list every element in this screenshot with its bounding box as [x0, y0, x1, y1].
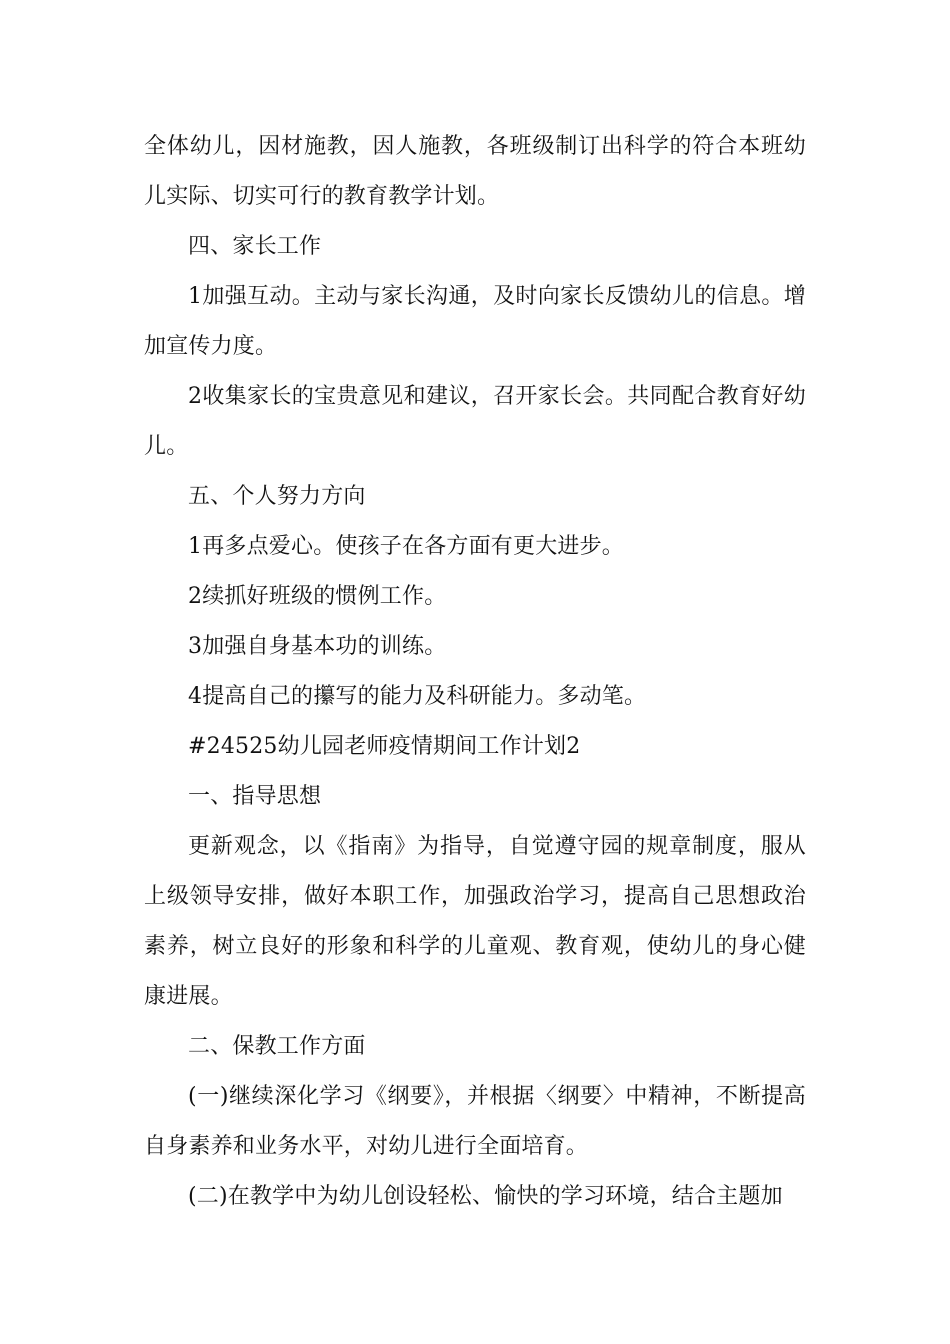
paragraph-parents-item-1: 1加强互动。主动与家长沟通，及时向家长反馈幼儿的信息。增加宣传力度。 — [144, 284, 806, 359]
section-heading-guiding-ideology: 一、指导思想 — [188, 784, 322, 809]
paragraph-personal-item-4: 4提高自己的攥写的能力及科研能力。多动笔。 — [188, 684, 647, 709]
paragraph-personal-item-3: 3加强自身基本功的训练。 — [188, 634, 447, 659]
paragraph-personal-item-1: 1再多点爱心。使孩子在各方面有更大进步。 — [188, 534, 624, 559]
section-heading-care-education: 二、保教工作方面 — [188, 1034, 366, 1059]
document-plan-title: #24525幼儿园老师疫情期间工作计划2 — [188, 734, 581, 759]
section-heading-personal-effort: 五、个人努力方向 — [188, 484, 366, 509]
section-heading-parents-work: 四、家长工作 — [188, 234, 322, 259]
paragraph-parents-item-2: 2收集家长的宝贵意见和建议，召开家长会。共同配合教育好幼儿。 — [144, 384, 806, 459]
paragraph-care-item-2: (二)在教学中为幼儿创设轻松、愉快的学习环境，结合主题加 — [188, 1184, 783, 1209]
paragraph-personal-item-2: 2续抓好班级的惯例工作。 — [188, 584, 447, 609]
paragraph-guiding-ideology: 更新观念，以《指南》为指导，自觉遵守园的规章制度，服从上级领导安排，做好本职工作，加强政治学习，提高自己思想政治素养，树立良好的形象和科学的儿童观、教育观，使幼儿的身心健康进展。 — [144, 834, 806, 1009]
paragraph-care-item-1: (一)继续深化学习《纲要》，并根据〈纲要〉中精神，不断提高自身素养和业务水平，对幼儿进行全面培育。 — [144, 1084, 806, 1159]
document-body — [144, 122, 806, 1222]
paragraph-continued-text: 全体幼儿，因材施教，因人施教，各班级制订出科学的符合本班幼儿实际、切实可行的教育教学计划。 — [144, 134, 806, 209]
